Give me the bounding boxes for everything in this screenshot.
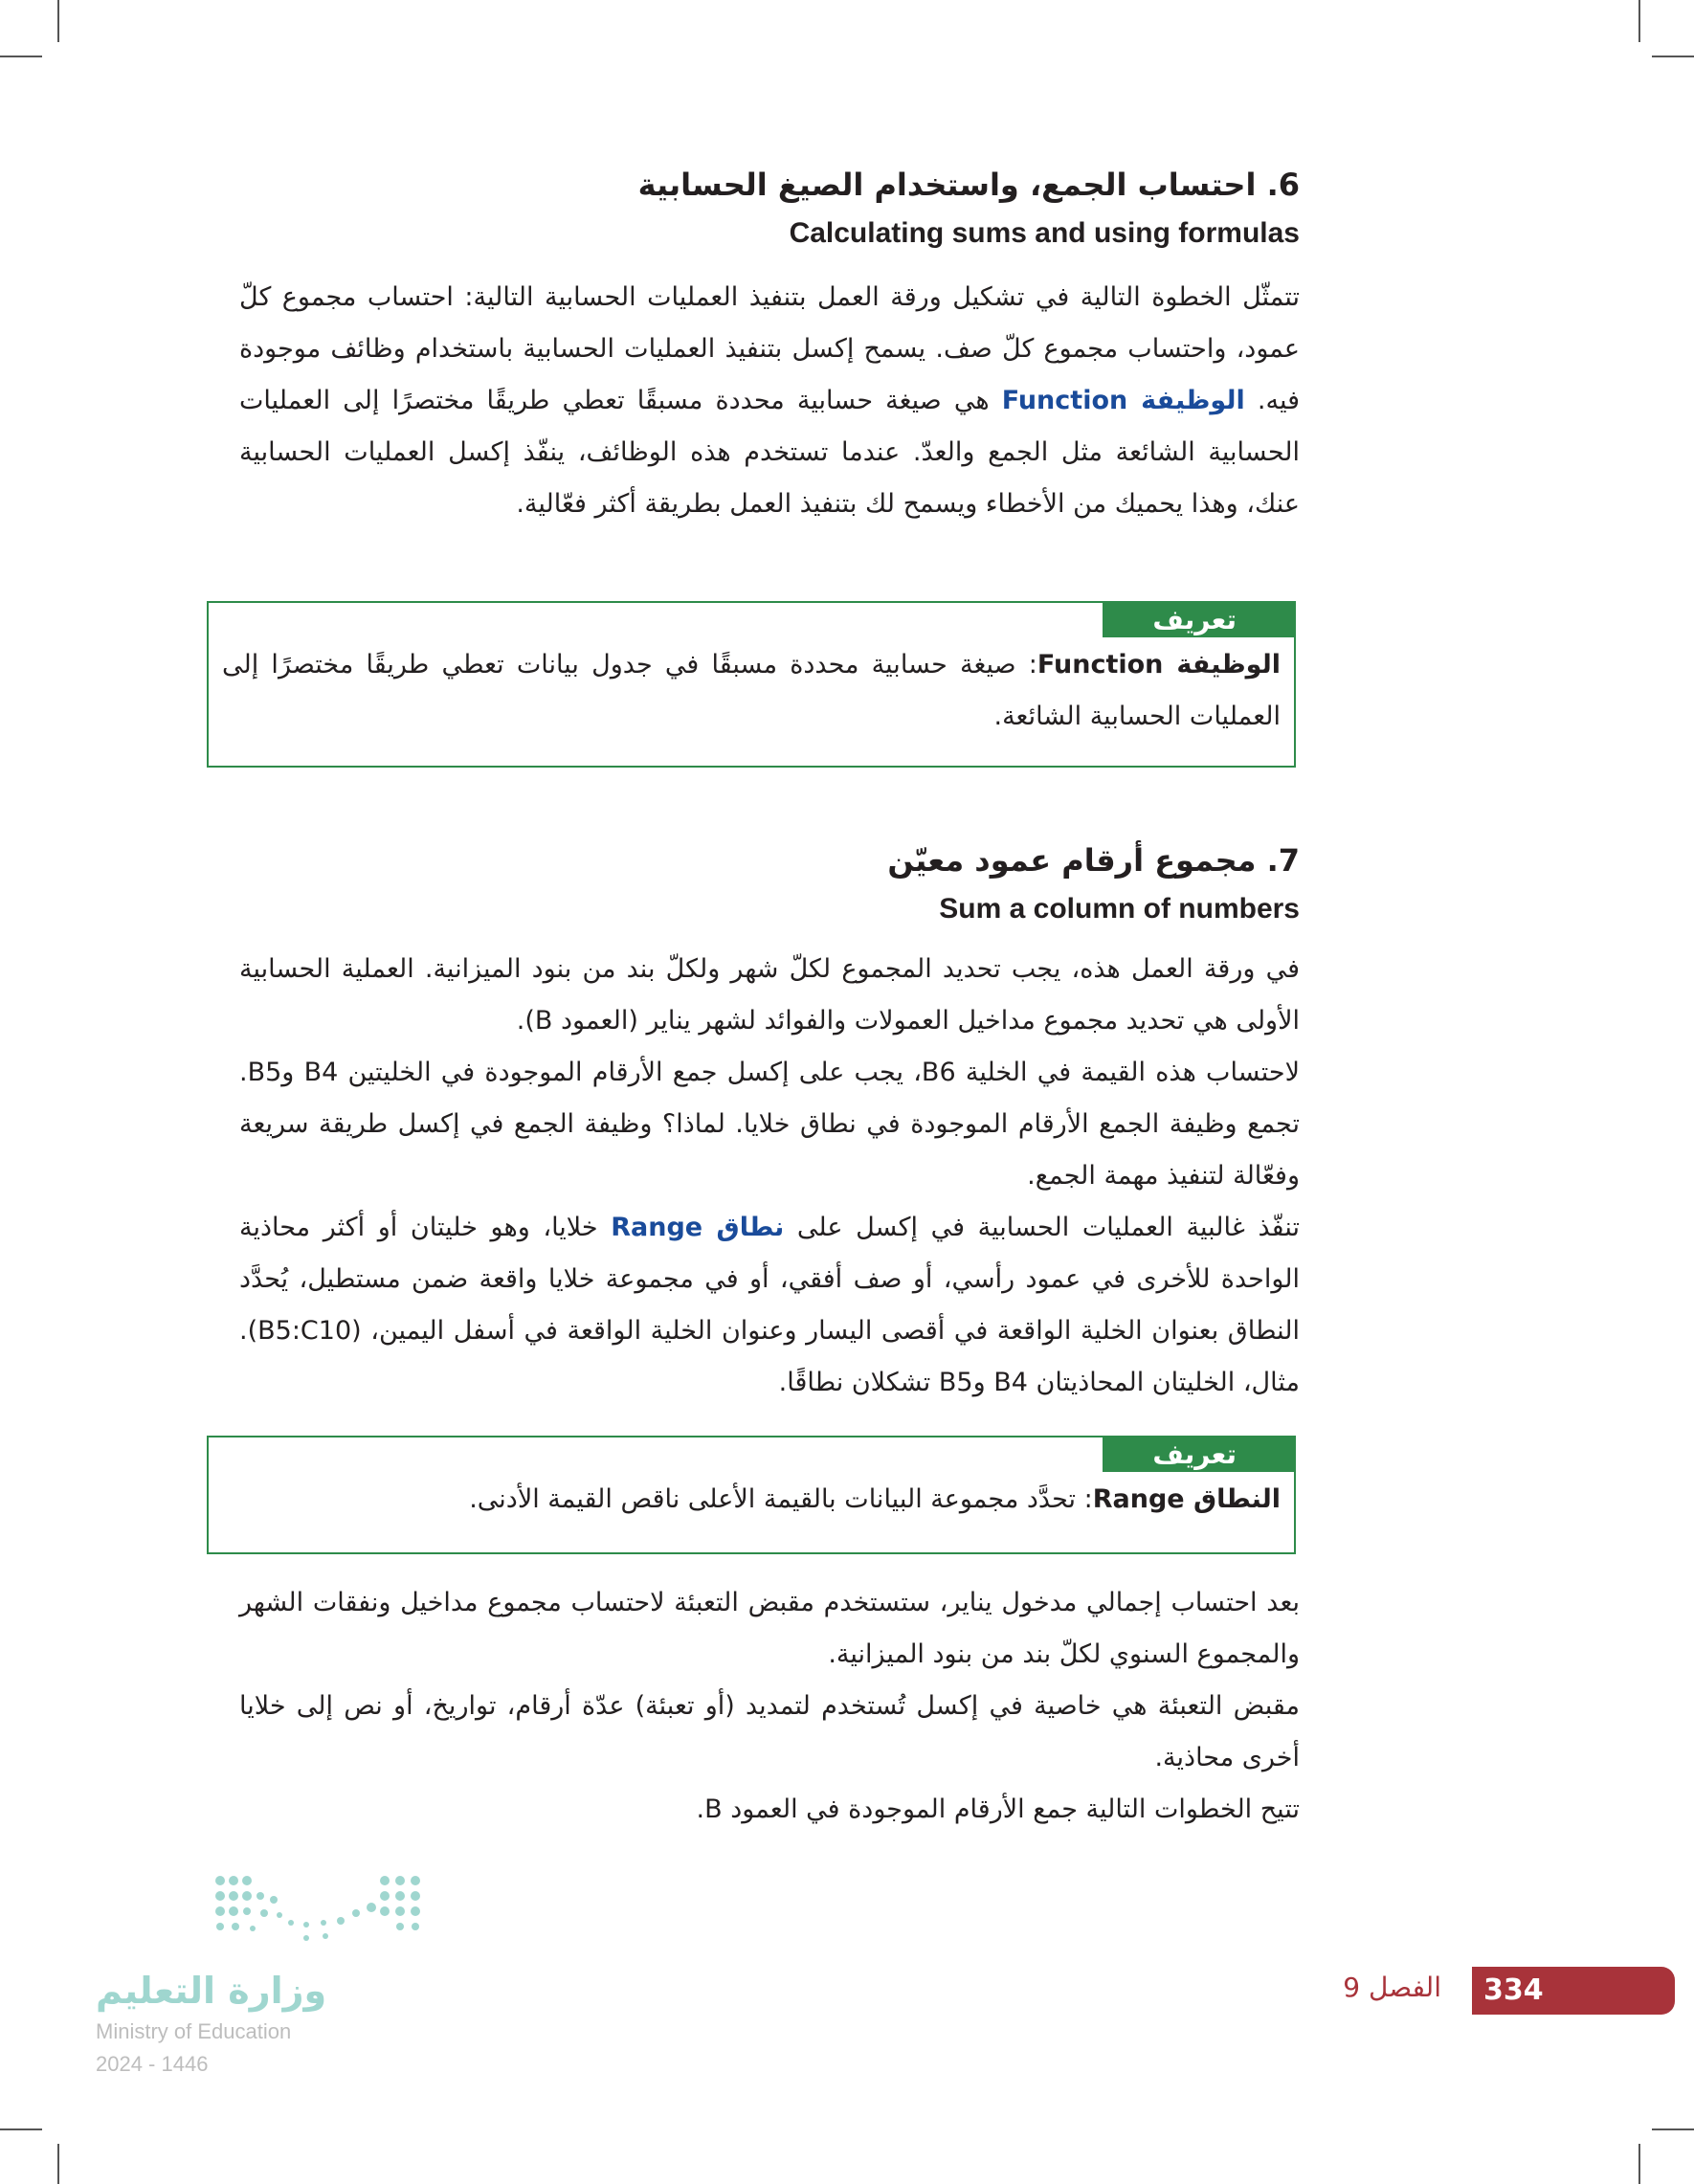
- ministry-logo-icon: [211, 1871, 450, 1948]
- footer-year: 2024 - 1446: [96, 2052, 209, 2076]
- definition-box-function: [207, 601, 1296, 768]
- crop-mark: [1652, 56, 1694, 57]
- section-7-title-en: Sum a column of numbers: [939, 893, 1300, 925]
- section-7-heading: [247, 836, 1300, 934]
- section-7-paragraphs: [239, 944, 1300, 1409]
- section-6-title-en: Calculating sums and using formulas: [789, 217, 1300, 249]
- closing-p2: مقبض التعبئة هي خاصية في إكسل تُستخدم لتمديد (أو تعبئة) عدّة أرقام، تواريخ، أو نص إلى خلايا أخرى محاذية.: [239, 1691, 1300, 1772]
- crop-mark: [57, 2144, 59, 2184]
- definition-body: : صيغة حسابية محددة مسبقًا في جدول بيانات تعطي طريقًا مختصرًا إلى العمليات الحسابية الشائعة.: [222, 650, 1281, 731]
- definition-tag: تعريف: [1103, 603, 1294, 637]
- section-6-text-a: تتمثّل الخطوة التالية في تشكيل ورقة العمل بتنفيذ العمليات الحسابية التالية: احتساب مجموع كلّ عمود، واحتساب مجموع كلّ صف. يسمح إكسل بتنفيذ العمليات الحسابية باستخدام وظائف موجودة فيه.: [239, 282, 1301, 415]
- definition-term: الوظيفة Function: [1036, 650, 1282, 680]
- section-6-text-b: هي صيغة حسابية محددة مسبقًا تعطي طريقًا مختصرًا إلى العمليات الحسابية الشائعة مثل الجمع والعدّ. عندما تستخدم هذه الوظائف، ينفّذ إكسل العمليات الحسابية عنك، وهذا يحميك من الأخطاء ويسمح لك بتنفيذ العمل بطريقة أكثر فعّالية.: [239, 386, 1300, 519]
- closing-p1: بعد احتساب إجمالي مدخول يناير، ستستخدم مقبض التعبئة لاحتساب مجموع مداخيل ونفقات الشهر والمجموع السنوي لكلّ بند من بنود الميزانية.: [239, 1588, 1300, 1669]
- definition-text: [222, 639, 1281, 743]
- definition-tag: تعريف: [1103, 1437, 1294, 1472]
- crop-mark: [1638, 2144, 1640, 2184]
- range-keyword: نطاق Range: [611, 1213, 785, 1242]
- page-number: 334: [1483, 1973, 1544, 2007]
- function-keyword: الوظيفة Function: [1001, 386, 1245, 415]
- section-7-p3: [239, 1202, 1300, 1409]
- closing-paragraphs: [239, 1577, 1300, 1836]
- crop-mark: [0, 2128, 42, 2130]
- section-7-p3-b: خلايا، وهو خليتان أو أكثر محاذية الواحدة للأخرى في عمود رأسي، أو صف أفقي، أو في مجموعة خلايا واقعة ضمن مستطيل، يُحدَّد النطاق بعنوان الخلية الواقعة في أقصى اليسار وعنوان الخلية الواقعة في أسفل اليمين، (B5:C10). مثال، الخليتان المحاذيتان B4 وB5 تشكلان نطاقًا.: [239, 1213, 1300, 1397]
- closing-p3: تتيح الخطوات التالية جمع الأرقام الموجودة في العمود B.: [696, 1794, 1300, 1824]
- chapter-label: الفصل 9: [1343, 1972, 1441, 2003]
- section-7-p1: في ورقة العمل هذه، يجب تحديد المجموع لكلّ شهر ولكلّ بند من بنود الميزانية. العملية الحسابية الأولى هي تحديد مجموع مداخيل العمولات والفوائد لشهر يناير (العمود B).: [239, 954, 1300, 1036]
- crop-mark: [1638, 0, 1640, 42]
- crop-mark: [1652, 2128, 1694, 2130]
- section-6-heading: [247, 161, 1300, 258]
- definition-box-range: [207, 1436, 1296, 1554]
- crop-mark: [0, 56, 42, 57]
- ministry-name-ar: وزارة التعليم: [96, 1970, 327, 2012]
- definition-text: [222, 1474, 1281, 1526]
- section-7-title-ar: 7. مجموع أرقام عمود معيّن: [887, 842, 1300, 879]
- ministry-name-en: Ministry of Education: [96, 2019, 292, 2043]
- definition-body: : تحدَّد مجموعة البيانات بالقيمة الأعلى ناقص القيمة الأدنى.: [469, 1484, 1093, 1514]
- section-7-p2: لاحتساب هذه القيمة في الخلية B6، يجب على إكسل جمع الأرقام الموجودة في الخليتين B4 وB5. تجمع وظيفة الجمع الأرقام الموجودة في نطاق خلايا. لماذا؟ وظيفة الجمع في إكسل طريقة سريعة وفعّالة لتنفيذ مهمة الجمع.: [239, 1058, 1300, 1191]
- page-number-badge: [1472, 1967, 1675, 2015]
- definition-term: النطاق Range: [1092, 1484, 1281, 1514]
- section-6-paragraph: [239, 272, 1300, 530]
- crop-mark: [57, 0, 59, 42]
- section-7-p3-a: تنفّذ غالبية العمليات الحسابية في إكسل على: [796, 1213, 1300, 1242]
- section-6-title-ar: 6. احتساب الجمع، واستخدام الصيغ الحسابية: [637, 167, 1300, 203]
